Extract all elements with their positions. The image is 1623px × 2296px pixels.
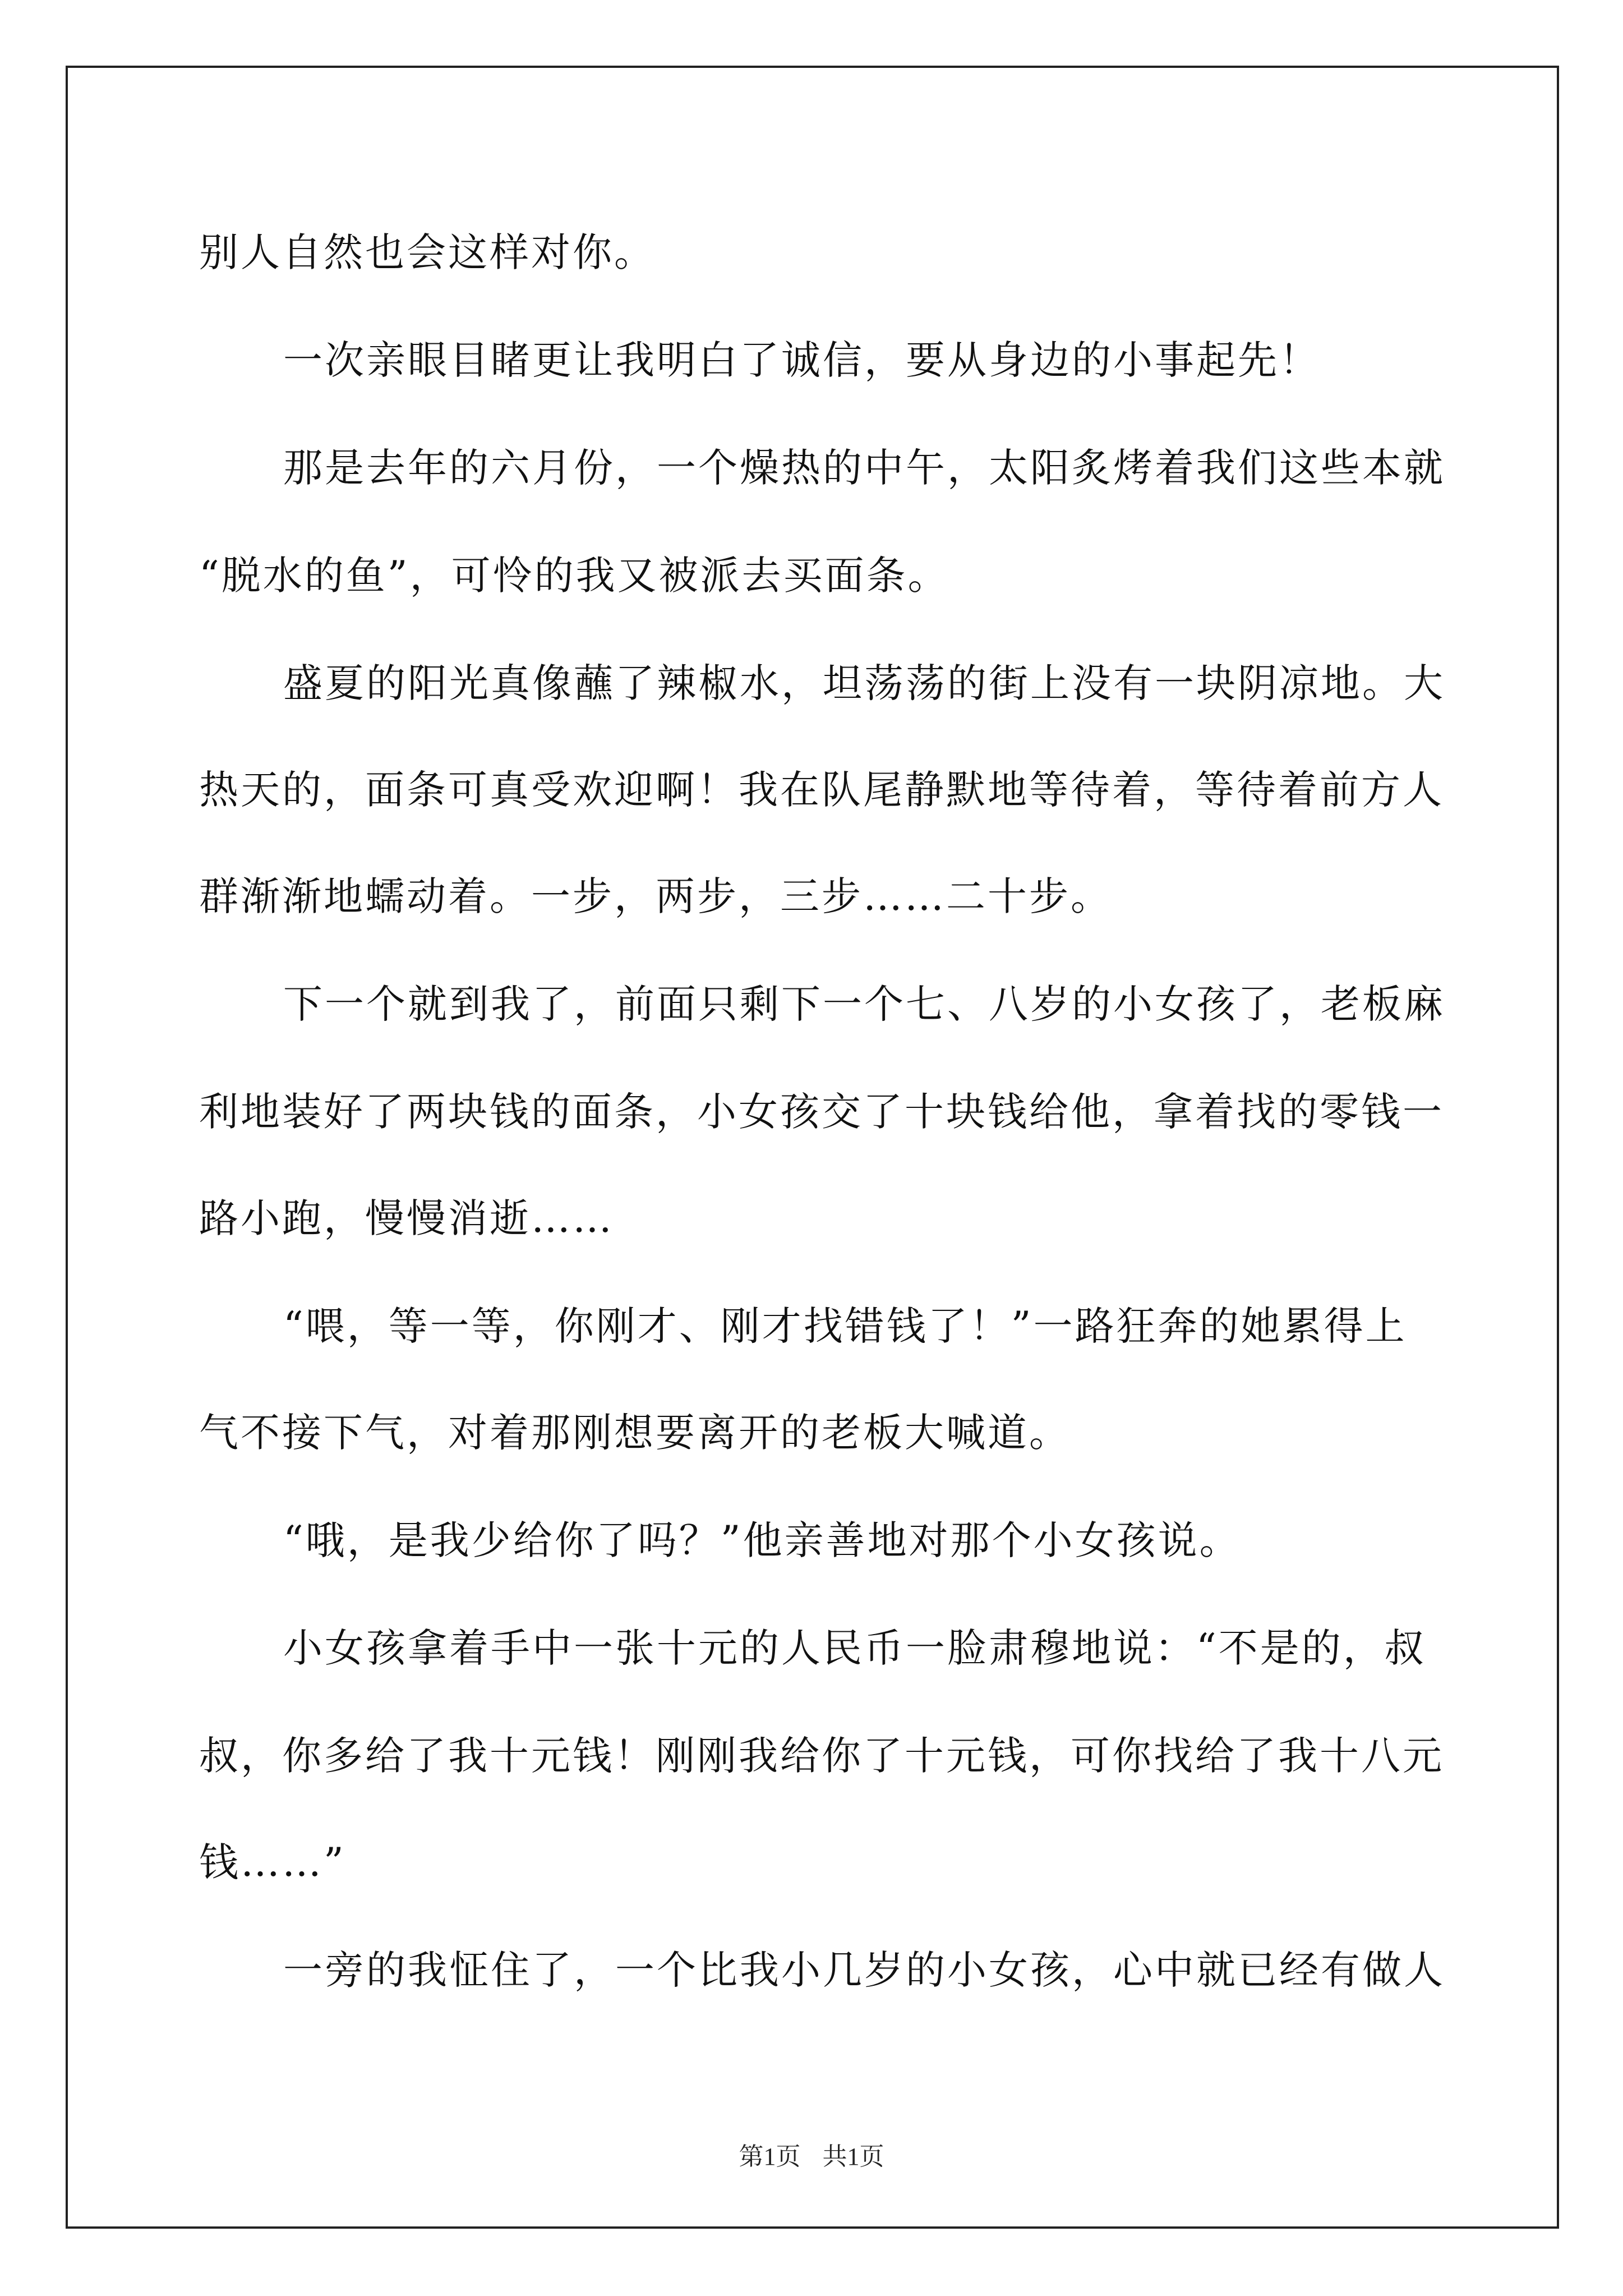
text-line: “哦，是我少给你了吗？”他亲善地对那个小女孩说。 [283,1517,1241,1563]
page-number-total: 共1页 [822,2143,884,2170]
text-line: 一次亲眼目睹更让我明白了诚信，要从身边的小事起先！ [283,337,1321,383]
text-line: 盛夏的阳光真像蘸了辣椒水，坦荡荡的街上没有一块阴凉地。大 [283,660,1445,706]
text-line: 叔，你多给了我十元钱！刚刚我给你了十元钱，可你找给了我十八元 [199,1733,1444,1779]
text-line: 钱……” [199,1839,346,1885]
text-line: 别人自然也会这样对你。 [199,229,656,275]
text-line: 路小跑，慢慢消逝…… [199,1195,614,1241]
page-footer [0,2140,1623,2174]
text-line: 那是去年的六月份，一个燥热的中午，太阳炙烤着我们这些本就 [283,445,1445,491]
text-line: “脱水的鱼”，可怜的我又被派去买面条。 [199,553,949,599]
text-line: 一旁的我怔住了，一个比我小几岁的小女孩，心中就已经有做人 [283,1947,1445,1993]
text-line: 利地装好了两块钱的面条，小女孩交了十块钱给他，拿着找的零钱一 [199,1089,1444,1135]
text-line: 下一个就到我了，前面只剩下一个七、八岁的小女孩了，老板麻 [283,981,1445,1027]
text-line: 热天的，面条可真受欢迎啊！我在队尾静默地等待着，等待着前方人 [199,767,1444,813]
page-number-current: 第1页 [739,2143,801,2170]
text-line: “喂，等一等，你刚才、刚才找错钱了！”一路狂奔的她累得上 [283,1303,1407,1349]
text-line: 群渐渐地蠕动着。一步，两步，三步……二十步。 [199,873,1112,919]
text-line: 气不接下气，对着那刚想要离开的老板大喊道。 [199,1410,1071,1456]
text-line: 小女孩拿着手中一张十元的人民币一脸肃穆地说：“不是的，叔 [283,1625,1426,1671]
